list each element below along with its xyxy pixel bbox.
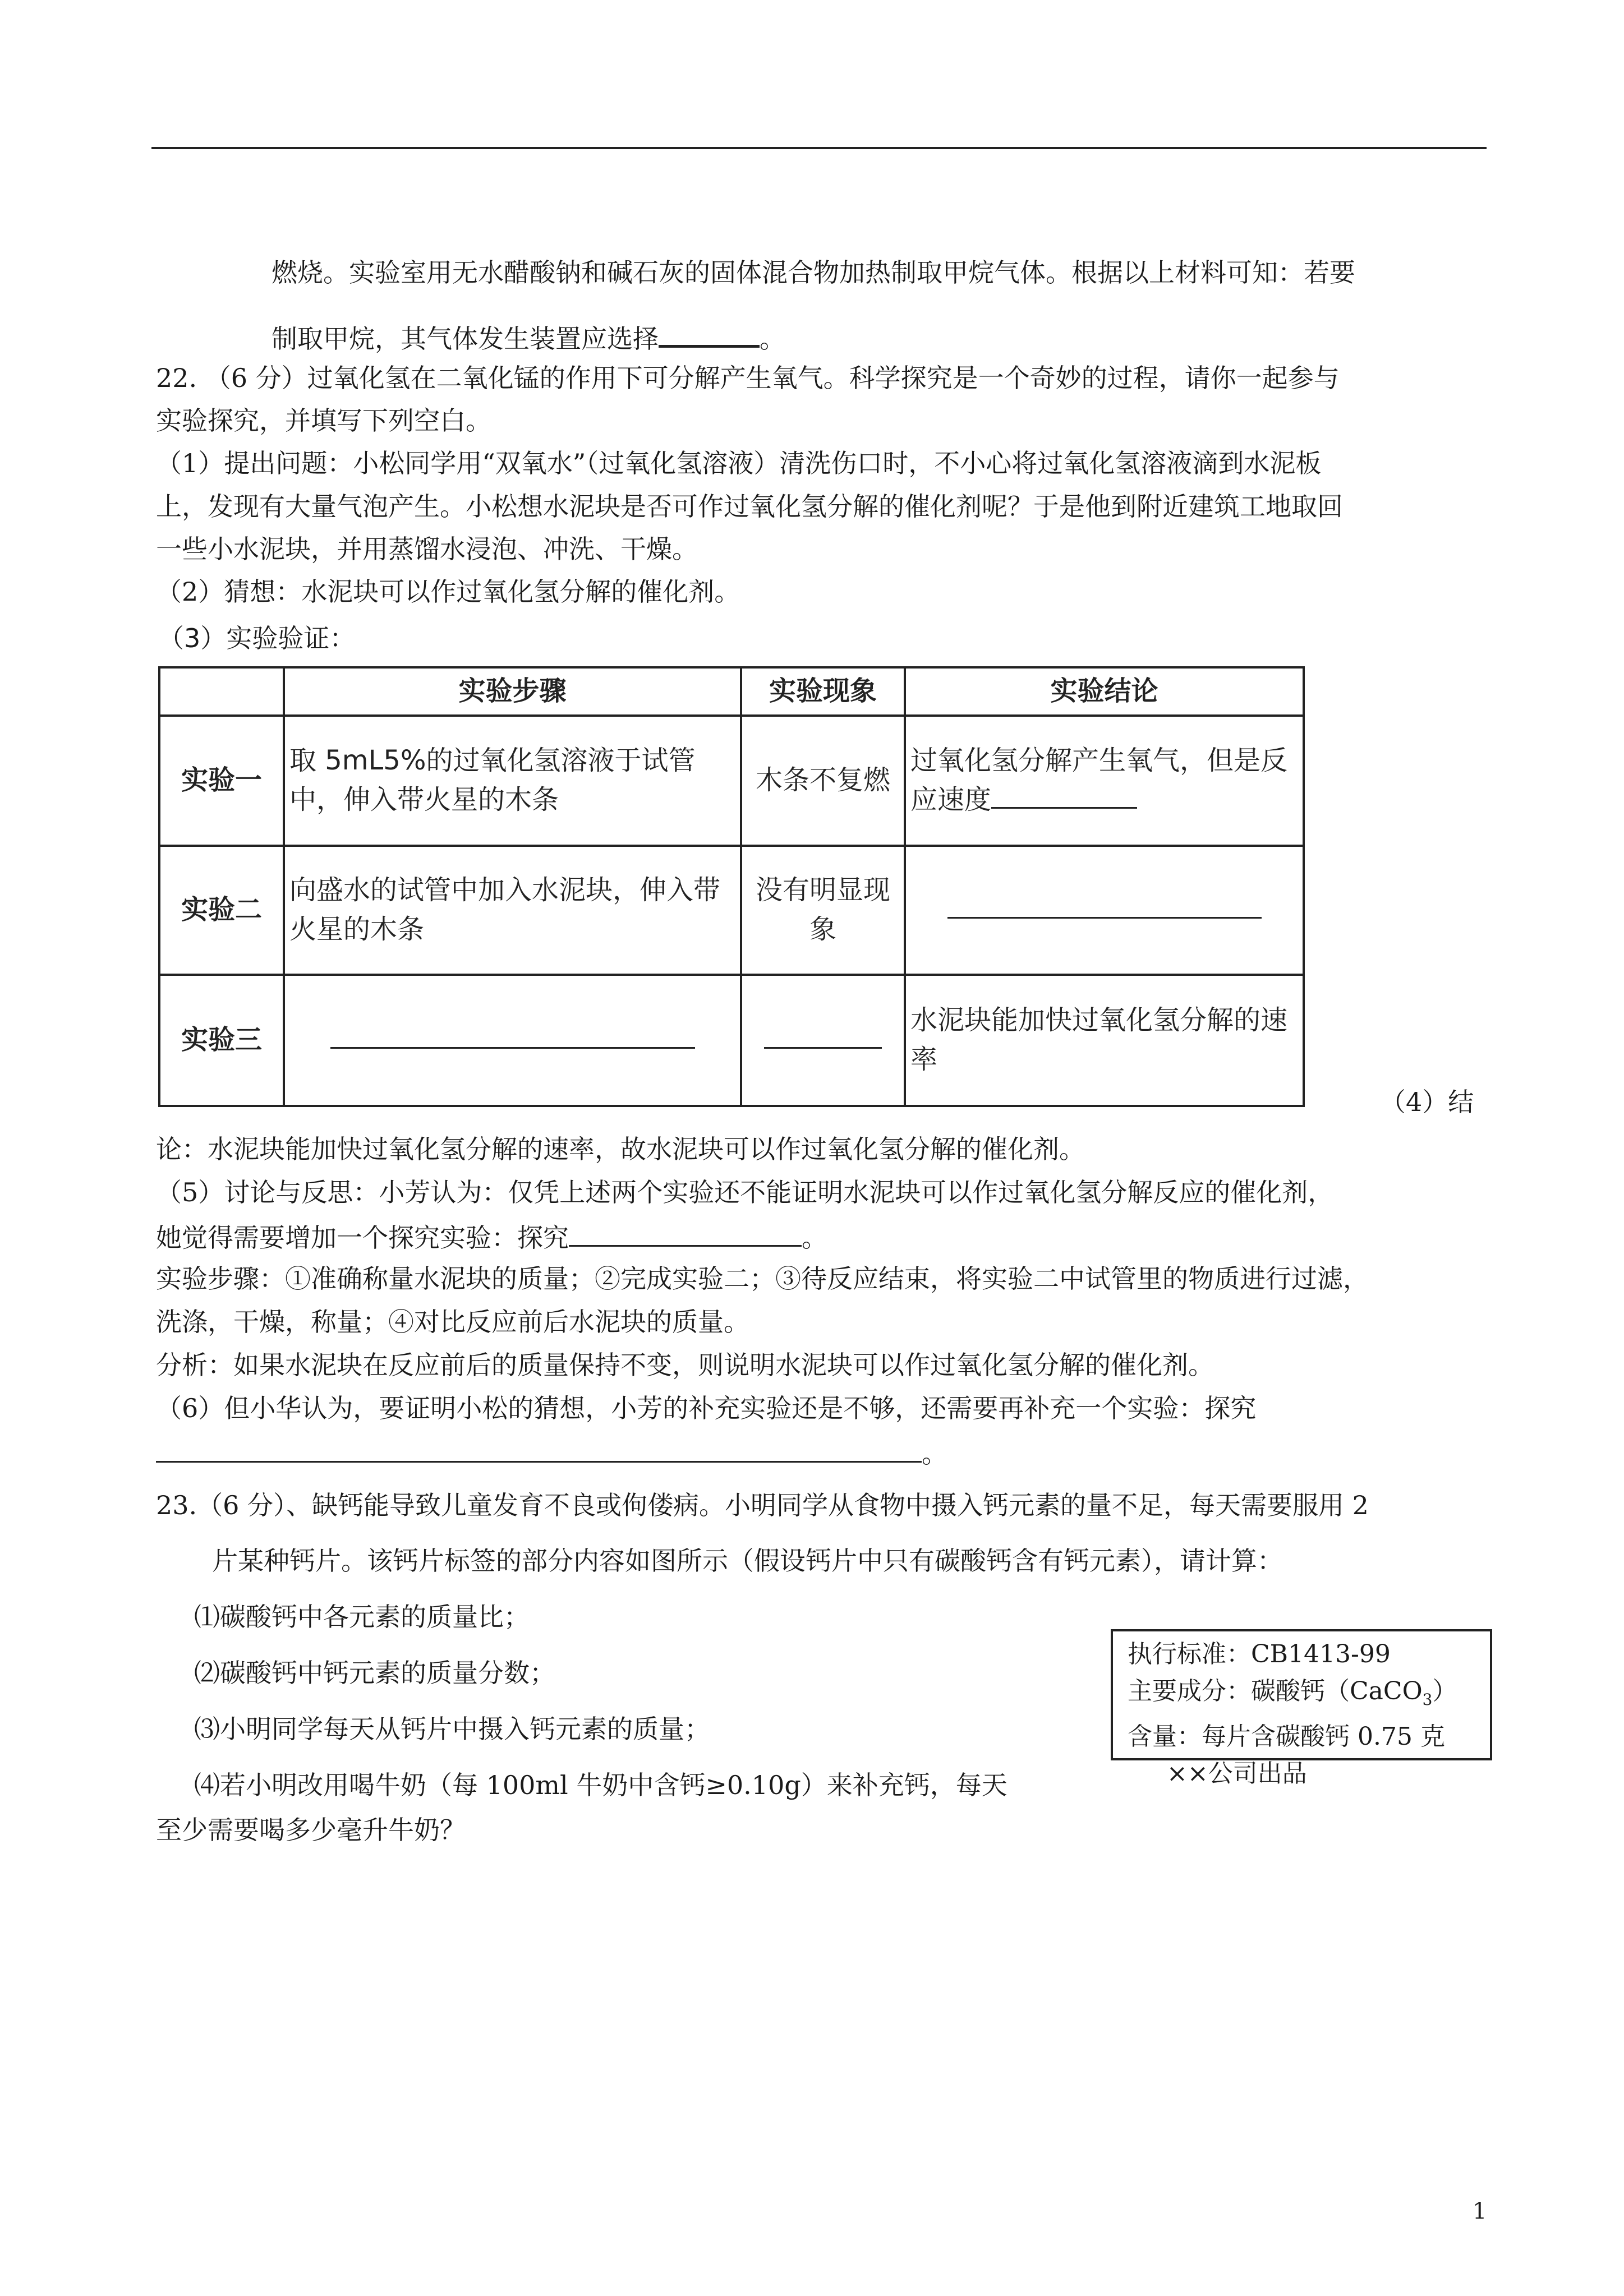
page-number: 1: [1473, 2198, 1487, 2224]
q22-part1-line1: （1）提出问题：小松同学用“双氧水”（过氧化氢溶液）清洗伤口时，不小心将过氧化氢溶液滴到水泥板: [156, 448, 1322, 478]
conclusion-blank[interactable]: [947, 900, 1262, 919]
q21-text-line1: 燃烧。实验室用无水醋酸钠和碱石灰的固体混合物加热制取甲烷气体。根据以上材料可知：若要: [272, 257, 1355, 288]
q23-intro-line2: 片某种钙片。该钙片标签的部分内容如图所示（假设钙片中只有碳酸钙含有钙元素），请计算：: [212, 1546, 1283, 1576]
q22-part2: （2）猜想：水泥块可以作过氧化氢分解的催化剂。: [156, 577, 740, 607]
row-phenomenon: 木条不复燃: [741, 716, 905, 846]
q21-answer-blank[interactable]: [659, 322, 760, 348]
phenomenon-blank[interactable]: [764, 1030, 882, 1049]
table-header-corner: [159, 667, 284, 716]
q22-intro-line1: 22. （6 分）过氧化氢在二氧化锰的作用下可分解产生氧气。科学探究是一个奇妙的过程，请你一起参与: [156, 363, 1340, 393]
row-conclusion: [905, 846, 1304, 975]
q22-part1-line3: 一些小水泥块，并用蒸馏水浸泡、冲洗、干燥。: [156, 534, 698, 564]
q22-part4-conclusion: 论：水泥块能加快过氧化氢分解的速率，故水泥块可以作过氧化氢分解的催化剂。: [156, 1134, 1085, 1164]
q22-part1-line2: 上，发现有大量气泡产生。小松想水泥块是否可作过氧化氢分解的催化剂呢？于是他到附近建筑工地取回: [156, 491, 1343, 522]
label-standard: 执行标准：CB1413-99: [1128, 1640, 1391, 1668]
q23-intro-line1: 23.（6 分）、缺钙能导致儿童发育不良或佝偻病。小明同学从食物中摄入钙元素的量不足，每天需要服用 2: [156, 1490, 1369, 1520]
row-step: 取 5mL5%的过氧化氢溶液于试管中，伸入带火星的木条: [284, 716, 741, 846]
row-phenomenon: [741, 975, 905, 1106]
table-header-phenomenon: 实验现象: [741, 667, 905, 716]
calcium-tablet-label: [1111, 1629, 1492, 1788]
conclusion-blank[interactable]: [991, 790, 1137, 809]
q22-part5-line2: 她觉得需要增加一个探究实验：探究 。: [156, 1223, 827, 1253]
q22-analysis: 分析：如果水泥块在反应前后的质量保持不变，则说明水泥块可以作过氧化氢分解的催化剂。: [156, 1350, 1214, 1380]
q23-sub3: ⑶小明同学每天从钙片中摄入钙元素的质量；: [194, 1714, 710, 1744]
q22-steps-line1: 实验步骤：①准确称量水泥块的质量；②完成实验二；③待反应结束，将实验二中试管里的物质进行过滤，: [156, 1264, 1369, 1294]
q22-part6-blank[interactable]: [156, 1439, 922, 1463]
label-content: 含量：每片含碳酸钙 0.75 克: [1128, 1722, 1445, 1751]
row-name: 实验一: [159, 716, 284, 846]
header-rule: [151, 147, 1487, 149]
q22-part4-start: （4）结: [1380, 1087, 1474, 1117]
q23-sub2: ⑵碳酸钙中钙元素的质量分数；: [194, 1658, 555, 1688]
q21-text-line2: 制取甲烷，其气体发生装置应选择 。: [272, 324, 785, 354]
q22-part5-blank[interactable]: [569, 1223, 802, 1247]
row-conclusion: 水泥块能加快过氧化氢分解的速率: [905, 975, 1304, 1106]
experiment-table: [158, 666, 1305, 1107]
q22-steps-line2: 洗涤，干燥，称量；④对比反应前后水泥块的质量。: [156, 1307, 749, 1337]
label-ingredient: 主要成分：碳酸钙（CaCO$_3$）: [1128, 1677, 1457, 1709]
row-phenomenon: 没有明显现象: [741, 846, 905, 975]
q22-part3-heading: （3）实验验证：: [158, 623, 356, 653]
row-conclusion: 过氧化氢分解产生氧气，但是反应速度: [905, 716, 1304, 846]
row-name: 实验二: [159, 846, 284, 975]
row-step: 向盛水的试管中加入水泥块，伸入带火星的木条: [284, 846, 741, 975]
q22-part6-line1: （6）但小华认为，要证明小松的猜想，小芳的补充实验还是不够，还需要再补充一个实验：探究: [156, 1393, 1257, 1423]
q23-sub4-line2: 至少需要喝多少毫升牛奶？: [156, 1815, 466, 1845]
q22-part6-line2: 。: [156, 1439, 947, 1467]
table-header-conclusion: 实验结论: [905, 667, 1304, 716]
table-header-steps: 实验步骤: [284, 667, 741, 716]
row-step: [284, 975, 741, 1106]
step-blank[interactable]: [330, 1030, 695, 1049]
table-row: [159, 975, 1304, 1106]
table-header-row: [159, 667, 1304, 716]
q22-intro-line2: 实验探究，并填写下列空白。: [156, 405, 491, 436]
q23-sub4-line1: ⑷若小明改用喝牛奶（每 100ml 牛奶中含钙≥0.10g）来补充钙，每天: [194, 1770, 1007, 1800]
row-name: 实验三: [159, 975, 284, 1106]
table-row: [159, 846, 1304, 975]
q23-sub1: ⑴碳酸钙中各元素的质量比；: [194, 1602, 530, 1632]
table-row: [159, 716, 1304, 846]
q22-part5-line1: （5）讨论与反思：小芳认为：仅凭上述两个实验还不能证明水泥块可以作过氧化氢分解反应的催化剂，: [156, 1177, 1334, 1207]
label-maker: ××公司出品: [1167, 1759, 1307, 1788]
